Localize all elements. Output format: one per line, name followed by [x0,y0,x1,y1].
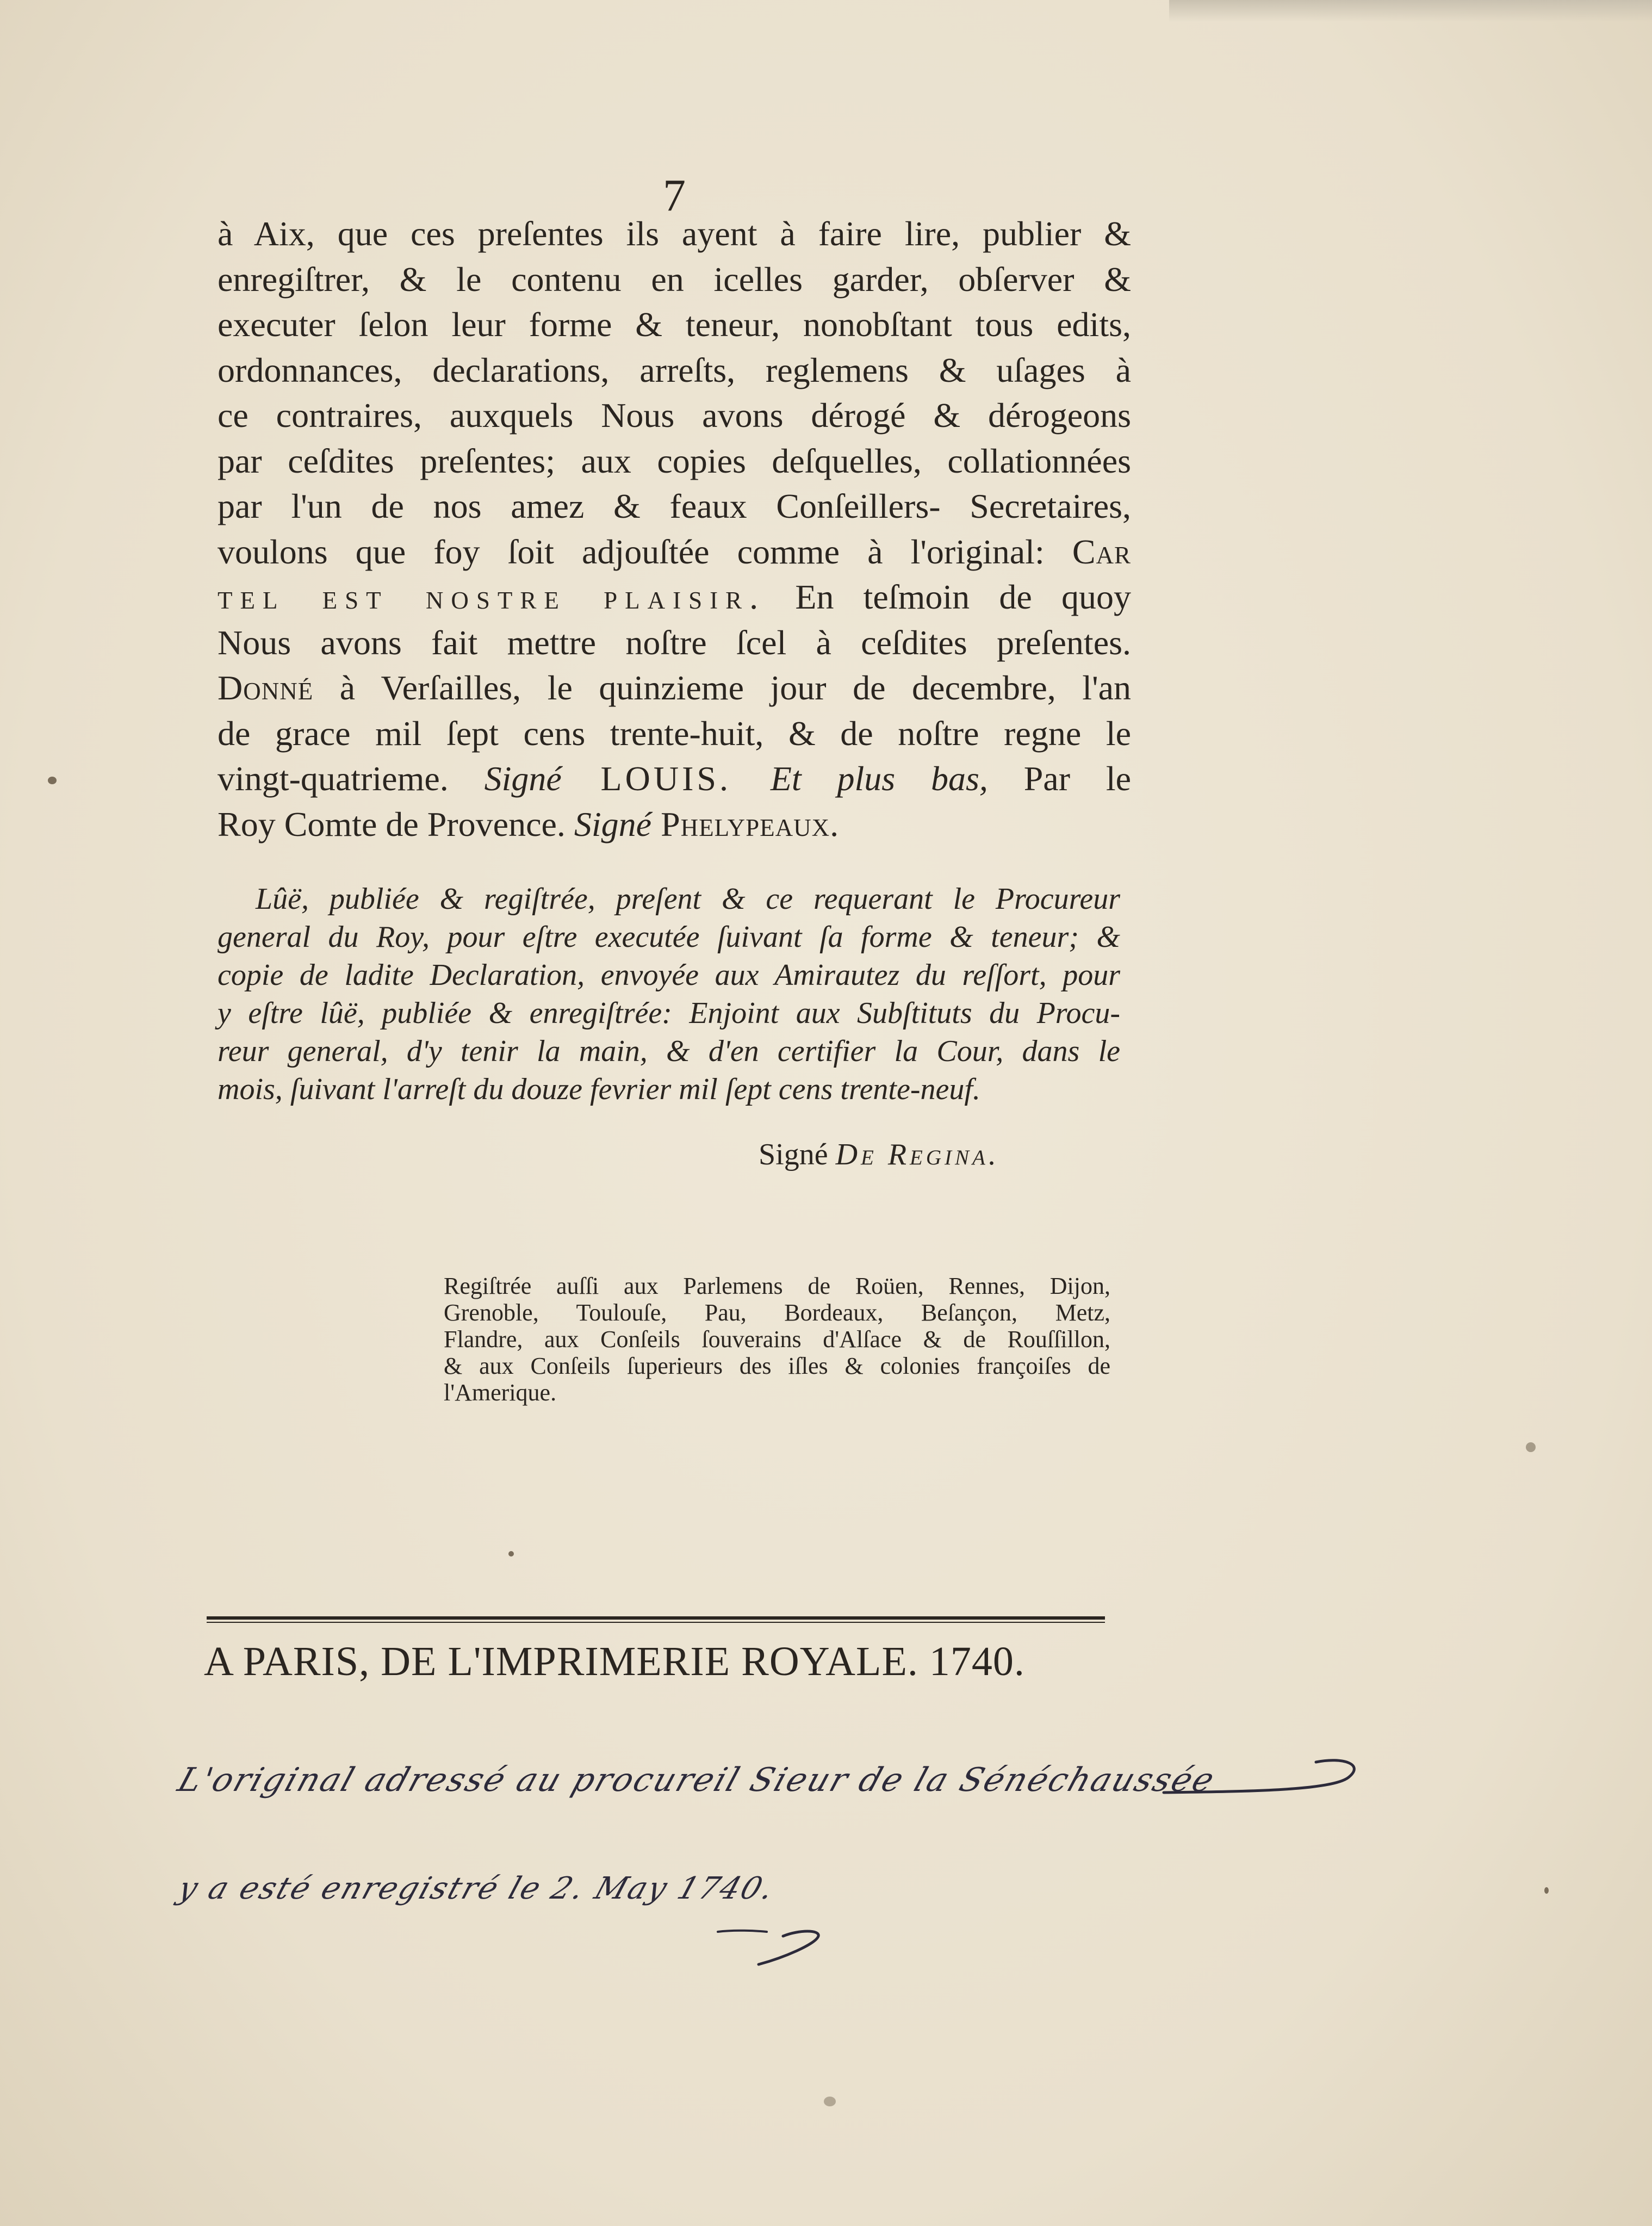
imprint-text: A PARIS, DE L'IMPRIMERIE ROYALE. [204,1639,918,1684]
body-line-start: Roy Comte de Provence. [218,804,574,844]
paper-speck [1544,1887,1549,1894]
registration-line: mois, ſuivant l'arreſt du douze fevrier mil ſept cens trente-neuf. [218,1072,980,1106]
paper-speck [48,777,57,784]
parlements-line: Regiſtrée auſſi aux Parlemens de Roüen, Rennes, Dijon, [444,1273,1110,1299]
parlements-line: & aux Conſeils ſuperieurs des iſles & colonies françoiſes de [444,1353,1110,1379]
body-line: ordonnances, declarations, arreſts, reglemens & uſages à [218,350,1131,389]
flourish-stroke-3 [718,1931,767,1932]
donne-word: Donné [218,668,314,707]
registration-line: reur general, d'y tenir la main, & d'en certifier la Cour, dans le [218,1034,1120,1068]
phelypeaux-signature: Phelypeaux. [651,804,840,844]
registrar-name: De Regina. [835,1138,999,1171]
body-line: à Aix, que ces preſentes ils ayent à faire lire, publier & [218,214,1131,253]
signed-label: Signé [759,1138,828,1171]
registration-line: general du Roy, pour eſtre executée ſuivant ſa forme & teneur; & [218,920,1120,954]
parlements-line: Flandre, aux Conſeils ſouverains d'Alſace & de Rouſſillon, [444,1326,1110,1353]
flourish-stroke-2 [759,1931,818,1964]
paper-speck [508,1551,514,1557]
handwritten-note-line-1: L'original adressé au procureil Sieur de la Sénéchaussée [173,1761,1221,1799]
car-word: Car [1072,532,1132,571]
signe-word: Signé [574,804,652,844]
body-line: Nous avons fait mettre noſtre ſcel à ceſdites preſentes. [218,623,1131,662]
paper-speck [1526,1442,1536,1452]
body-line-start: vingt-quatrieme. [218,759,485,798]
body-line-end: Par le [988,759,1132,798]
imprint-year: 1740. [929,1639,1025,1684]
handwritten-note-line-2: y a esté enregistré le 2. May 1740. [173,1871,780,1906]
louis-signature: LOUIS. [561,759,771,798]
paper-speck [824,2097,836,2106]
body-line: de grace mil ſept cens trente-huit, & de noſtre regne le [218,714,1131,753]
body-line-rest: à Verſailles, le quinzieme jour de decembre, l'an [313,668,1131,707]
body-line: par l'un de nos amez & feaux Conſeillers- Secretaires, [218,487,1131,525]
parlements-line: Grenoble, Toulouſe, Pau, Bordeaux, Beſançon, Metz, [444,1299,1110,1326]
parlements-line: l'Amerique. [444,1379,557,1406]
body-line: executer ſelon leur forme & teneur, nonobſtant tous edits, [218,305,1131,344]
tel-est-nostre-plaisir: tel est nostre plaisir. [218,578,766,616]
flourish-stroke-1 [1164,1760,1354,1793]
et-plus-bas: Et plus bas, [770,759,988,798]
body-line: ce contraires, auxquels Nous avons dérogé & dérogeons [218,396,1131,435]
registration-line: copie de ladite Declaration, envoyée aux Amirautez du reſſort, pour [218,958,1120,992]
registration-line: Lûë, publiée & regiſtrée, preſent & ce requerant le Procureur [256,882,1120,916]
body-line: voulons que foy ſoit adjouſtée comme à l'original: [218,532,1045,571]
body-line-rest: En teſmoin de quoy [766,578,1132,616]
body-line: par ceſdites preſentes; aux copies deſquelles, collationnées [218,441,1131,480]
body-line: enregiſtrer, & le contenu en icelles garder, obſerver & [218,259,1131,299]
signe-word: Signé [484,759,562,798]
registration-line: y eſtre lûë, publiée & enregiſtrée: Enjoint aux Subſtituts du Procu- [218,996,1120,1030]
page-number: 7 [663,170,686,221]
